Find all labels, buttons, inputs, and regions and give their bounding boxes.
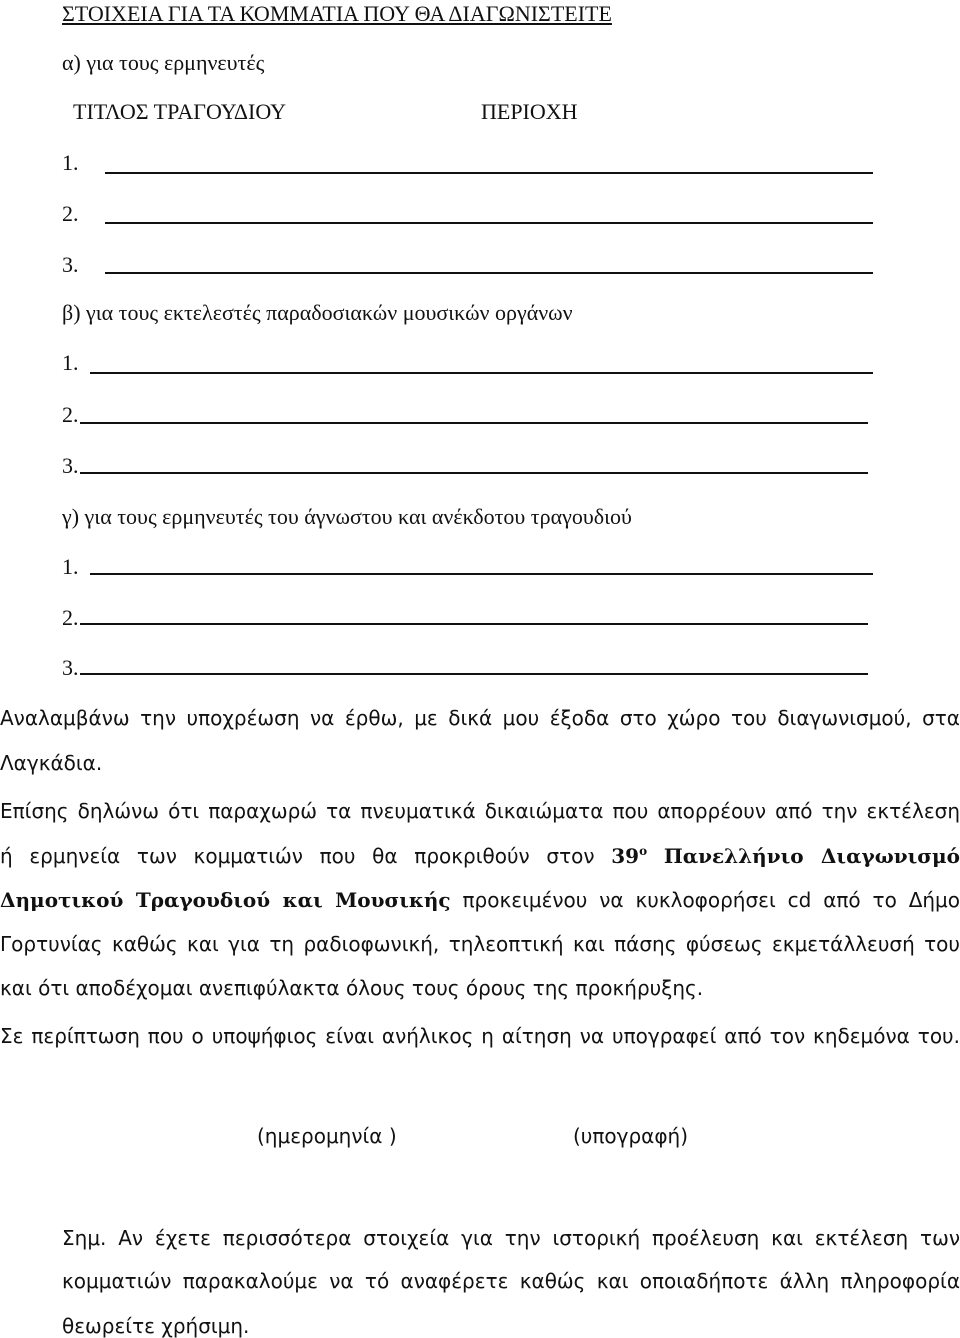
section-c-entry-1-blank[interactable] [90, 573, 873, 575]
form-heading: ΣΤΟΙΧΕΙΑ ΓΙΑ ΤΑ ΚΟΜΜΑΤΙΑ ΠΟΥ ΘΑ ΔΙΑΓΩΝΙΣΤΕΙΤΕ [62, 1, 612, 26]
column-region: ΠΕΡΙΟΧΗ [481, 99, 578, 124]
contest-name-continued: Δημοτικού Τραγουδιού και Μουσικής [0, 888, 451, 912]
contest-name: Πανελλήνιο Διαγωνισμό [663, 844, 960, 868]
declaration-text: προκειμένου να κυκλοφορήσει cd από το Δήμο [462, 888, 960, 912]
section-b-entry-1-blank[interactable] [90, 372, 873, 374]
note-line: θεωρείτε χρήσιμη. [62, 1314, 250, 1338]
declaration-line: και ότι αποδέχομαι ανεπιφύλακτα όλους τους όρους της προκήρυξης. [0, 976, 704, 1000]
section-a-item-number: 3. [62, 252, 79, 277]
section-b-item-number: 1. [62, 350, 79, 375]
note-line: κομματιών παρακαλούμε να τό αναφέρετε καθώς και οποιαδήποτε άλλη πληροφορία [62, 1269, 960, 1293]
declaration-line: Γορτυνίας καθώς και για τη ραδιοφωνική, τηλεοπτική και πάσης φύσεως εκμετάλλευσή του [0, 932, 960, 956]
column-song-title: ΤΙΤΛΟΣ ΤΡΑΓΟΥΔΙΟΥ [73, 99, 287, 124]
section-c-entry-3-blank[interactable] [80, 673, 868, 675]
section-c-title: γ) για τους ερμηνευτές του άγνωστου και ανέκδοτου τραγουδιού [62, 504, 632, 529]
declaration-line [0, 888, 960, 912]
signature-label: (υπογραφή) [573, 1124, 689, 1148]
section-c-item-number: 2. [62, 605, 79, 630]
section-c-item-number: 3. [62, 655, 79, 680]
section-a-title: α) για τους ερμηνευτές [62, 50, 265, 75]
commitment-line: Αναλαμβάνω την υποχρέωση να έρθω, με δικά μου έξοδα στο χώρο του διαγωνισμού, στα [0, 706, 960, 730]
section-a-item-number: 1. [62, 150, 79, 175]
section-a-entry-2-blank[interactable] [105, 222, 873, 224]
declaration-line [0, 844, 960, 868]
section-a-item-number: 2. [62, 201, 79, 226]
note-line: Σημ. Αν έχετε περισσότερα στοιχεία για την ιστορική προέλευση και εκτέλεση των [62, 1226, 960, 1250]
section-b-item-number: 3. [62, 453, 79, 478]
commitment-line: Λαγκάδια. [0, 751, 103, 775]
section-a-entry-1-blank[interactable] [105, 172, 873, 174]
section-b-entry-2-blank[interactable] [80, 422, 868, 424]
section-a-entry-3-blank[interactable] [105, 272, 873, 274]
section-b-title: β) για τους εκτελεστές παραδοσιακών μουσικών οργάνων [62, 300, 573, 325]
section-b-entry-3-blank[interactable] [80, 472, 868, 474]
declaration-text: ή ερμηνεία των κομματιών που θα προκριθούν στον [0, 844, 595, 868]
section-c-item-number: 1. [62, 554, 79, 579]
section-b-item-number: 2. [62, 402, 79, 427]
section-c-entry-2-blank[interactable] [80, 623, 868, 625]
contest-edition: $39^o$ [611, 844, 648, 868]
declaration-line: Επίσης δηλώνω ότι παραχωρώ τα πνευματικά δικαιώματα που απορρέουν από την εκτέλεση [0, 799, 960, 823]
minor-notice: Σε περίπτωση που ο υποψήφιος είναι ανήλικος η αίτηση να υπογραφεί από τον κηδεμόνα του. [0, 1024, 960, 1048]
date-label: (ημερομηνία ) [257, 1124, 397, 1148]
